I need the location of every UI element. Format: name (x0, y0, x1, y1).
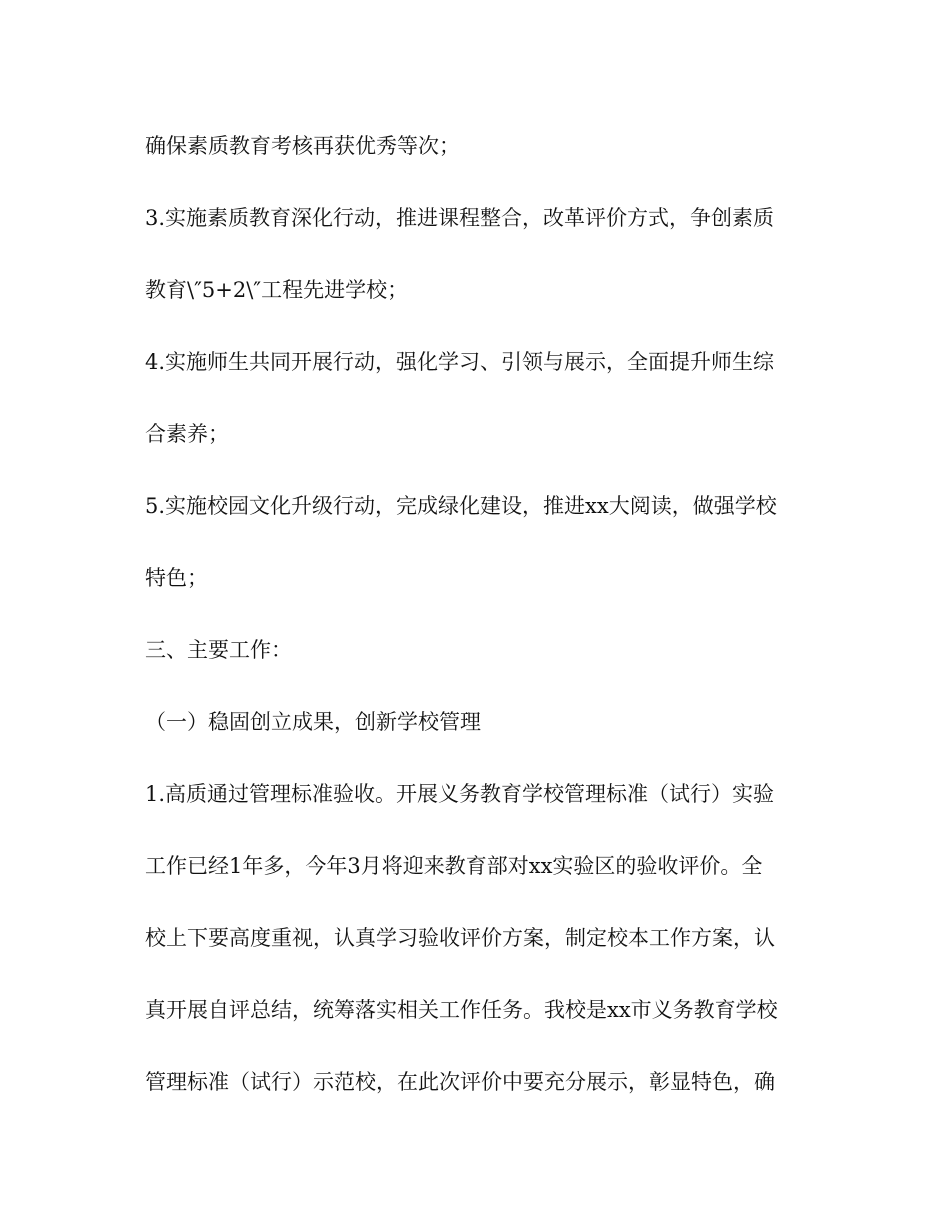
text-line: 校上下要高度重视，认真学习验收评价方案，制定校本工作方案，认 (145, 926, 775, 950)
text-line: 教育\″5+2\″工程先进学校； (145, 278, 409, 302)
subsection-heading: （一）稳固创立成果，创新学校管理 (145, 710, 481, 734)
text-line: 4.实施师生共同开展行动，强化学习、引领与展示，全面提升师生综 (145, 350, 775, 374)
text-line: 3.实施素质教育深化行动，推进课程整合，改革评价方式，争创素质 (145, 206, 775, 230)
text-line: 特色； (145, 566, 208, 590)
text-line: 确保素质教育考核再获优秀等次； (145, 134, 460, 158)
text-line: 真开展自评总结，统筹落实相关工作任务。我校是xx市义务教育学校 (145, 998, 778, 1022)
text-line: 1.高质通过管理标准验收。开展义务教育学校管理标准（试行）实验 (145, 782, 775, 806)
text-line: 合素养； (145, 422, 229, 446)
text-line: 工作已经1年多，今年3月将迎来教育部对xx实验区的验收评价。全 (145, 854, 763, 878)
text-line: 管理标准（试行）示范校，在此次评价中要充分展示，彰显特色，确 (145, 1070, 775, 1094)
text-line: 5.实施校园文化升级行动，完成绿化建设，推进xx大阅读，做强学校 (145, 494, 777, 518)
section-heading: 三、主要工作： (145, 638, 292, 662)
